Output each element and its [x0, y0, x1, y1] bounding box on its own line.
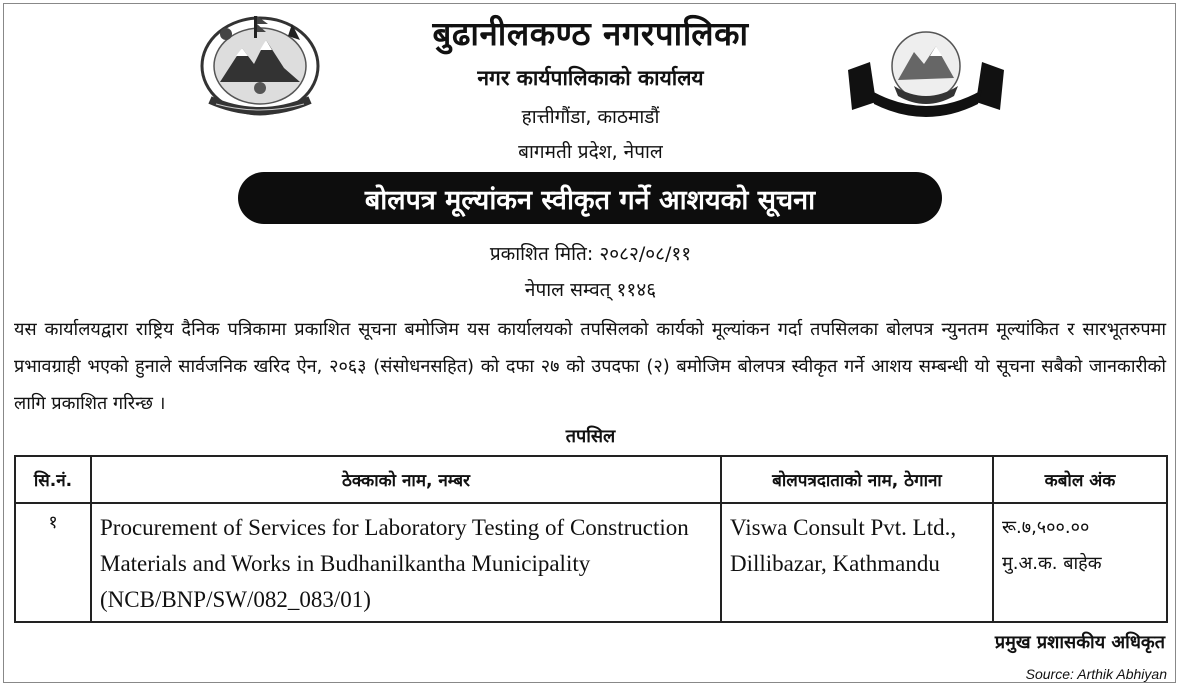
municipality-name: बुढानीलकण्ठ नगरपालिका: [432, 14, 749, 53]
nepal-samvat: नेपाल सम्वत् ११४६: [524, 279, 657, 301]
row-contract: Procurement of Services for Laboratory Testing of Construction Materials and Works in Budhanilkantha Municipality (NCB/BNP/SW/082_083/01): [91, 503, 721, 622]
header-sn: सि.नं.: [15, 456, 91, 503]
address-line-2: बागमती प्रदेश, नेपाल: [518, 141, 663, 163]
header-bidder: बोलपत्रदाताको नाम, ठेगाना: [721, 456, 993, 503]
notice-title: बोलपत्र मूल्यांकन स्वीकृत गर्ने आशयको सूचना: [364, 184, 816, 216]
office-name: नगर कार्यपालिकाको कार्यालय: [477, 66, 704, 90]
details-heading: तपसिल: [565, 426, 616, 447]
details-table: [14, 455, 1168, 623]
row-amount: रू.७,५००.००: [1002, 517, 1090, 538]
notice-title-banner: [238, 172, 942, 224]
row-amount-note: मु.अ.क. बाहेक: [1002, 553, 1102, 574]
row-sn: १: [15, 503, 91, 622]
row-amount-cell: [993, 503, 1167, 622]
address-line-1: हात्तीगौंडा, काठमाडौं: [521, 106, 660, 128]
table-header-row: [15, 456, 1167, 503]
header-contract: ठेक्काको नाम, नम्बर: [91, 456, 721, 503]
notice-body: यस कार्यालयद्वारा राष्ट्रिय दैनिक पत्रिकामा प्रकाशित सूचना बमोजिम यस कार्यालयको तपसिलको कार्यको मूल्यांकन गर्दा तपसिलका बोलपत्र न्युनतम मूल्यांकित र सारभूतरुपमा प्रभावग्राही भएको हुनाले सार्वजनिक खरिद ऐन, २०६३ (संसोधनसहित) को दफा २७ को उपदफा (२) बमोजिम बोलपत्र स्वीकृत गर्ने आशय सम्बन्धी यो सूचना सबैको जानकारीको लागि प्रकाशित गरिन्छ ।: [14, 319, 1166, 414]
published-date: प्रकाशित मिति: २०८२/०८/११: [489, 243, 692, 265]
signatory: प्रमुख प्रशासकीय अधिकृत: [994, 632, 1165, 653]
header-amount: कबोल अंक: [993, 456, 1167, 503]
source-credit: Source: Arthik Abhiyan: [1025, 666, 1167, 682]
row-bidder: Viswa Consult Pvt. Ltd., Dillibazar, Kathmandu: [721, 503, 993, 622]
table-row: [15, 503, 1167, 622]
